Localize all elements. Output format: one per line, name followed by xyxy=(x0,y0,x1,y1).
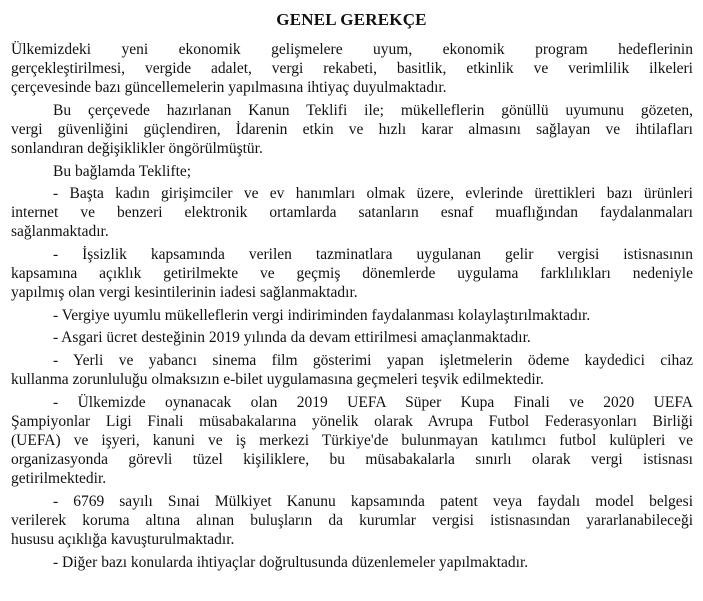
paragraph-9-line-5: getirilmektedir. xyxy=(11,470,107,487)
paragraph-6-line-1: - Vergiye uyumlu mükelleflerin vergi indiriminden faydalanması kolaylaştırılmaktadır. xyxy=(53,307,591,324)
paragraph-9-line-1: - Ülkemizde oynanacak olan 2019 UEFA Süper Kupa Finali ve 2020 UEFA xyxy=(53,394,693,411)
paragraph-4-line-2: internet ve benzeri elektronik ortamlarda satanların esnaf muaflığından faydalanmaları xyxy=(11,204,693,221)
paragraph-10-line-1: - 6769 sayılı Sınai Mülkiyet Kanunu kapsamında patent veya faydalı model belgesi xyxy=(53,493,693,510)
paragraph-5-line-2: kapsamına açıklık getirilmekte ve geçmiş dönemlerde uygulama farklılıkları nedeniyle xyxy=(11,265,693,282)
paragraph-2-line-2: vergi güvenliğini güçlendiren, İdarenin etkin ve hızlı karar almasını sağlayan ve ihtilafları xyxy=(11,121,693,138)
paragraph-3-line-1: Bu bağlamda Teklifte; xyxy=(53,163,192,180)
paragraph-4-line-3: sağlanmaktadır. xyxy=(11,223,109,240)
paragraph-5-line-3: yapılmış olan vergi kesintilerinin iadesi sağlanmaktadır. xyxy=(11,284,358,301)
paragraph-7-line-1: - Asgari ücret desteğinin 2019 yılında da devam ettirilmesi amaçlanmaktadır. xyxy=(53,329,531,346)
paragraph-11-line-1: - Diğer bazı konularda ihtiyaçlar doğrultusunda düzenlemeler yapılmaktadır. xyxy=(53,554,529,571)
paragraph-9-line-3: (UEFA) ve işyeri, kanuni ve iş merkezi Türkiye'de bulunmayan katılımcı futbol kulüpleri ve xyxy=(11,432,693,449)
paragraph-1-line-1: Ülkemizdeki yeni ekonomik gelişmelere uyum, ekonomik program hedeflerinin xyxy=(11,41,693,58)
paragraph-8-line-1: - Yerli ve yabancı sinema film gösterimi yapan işletmelerin ödeme kaydedici cihaz xyxy=(53,352,693,369)
paragraph-4-line-1: - Başta kadın girişimciler ve ev hanımları olmak üzere, evlerinde ürettikleri bazı ürünleri xyxy=(53,185,693,202)
paragraph-1-line-2: gerçekleştirilmesi, vergide adalet, vergi rekabeti, basitlik, etkinlik ve verimlilik ilkeleri xyxy=(11,60,693,77)
paragraph-10-line-2: verilerek koruma altına alınan buluşların da kurumlar vergisi istisnasından yararlanabileceği xyxy=(11,512,693,529)
paragraph-1-line-3: çerçevesinde bazı güncellemelerin yapılmasına ihtiyaç duyulmaktadır. xyxy=(11,79,447,96)
paragraph-9-line-2: Şampiyonlar Ligi Finali müsabakalarına yönelik olarak Avrupa Futbol Federasyonları Birliği xyxy=(11,413,693,430)
paragraph-5-line-1: - İşsizlik kapsamında verilen tazminatlara uygulanan gelir vergisi istisnasının xyxy=(53,246,693,263)
paragraph-9-line-4: organizasyonda görevli tüzel kişiliklere, bu müsabakalarla sınırlı olarak vergi istisnası xyxy=(11,451,693,468)
paragraph-2-line-1: Bu çerçevede hazırlanan Kanun Teklifi ile; mükelleflerin gönüllü uyumunu gözeten, xyxy=(53,102,693,119)
paragraph-10-line-3: hususu açıklığa kavuşturulmaktadır. xyxy=(11,531,235,548)
document-title: GENEL GEREKÇE xyxy=(276,10,427,29)
paragraph-2-line-3: sonlandıran değişiklikler öngörülmüştür. xyxy=(11,140,263,157)
paragraph-8-line-2: kullanma zorunluluğu olmaksızın e-bilet uygulamasına geçmeleri teşvik edilmektedir. xyxy=(11,371,544,388)
